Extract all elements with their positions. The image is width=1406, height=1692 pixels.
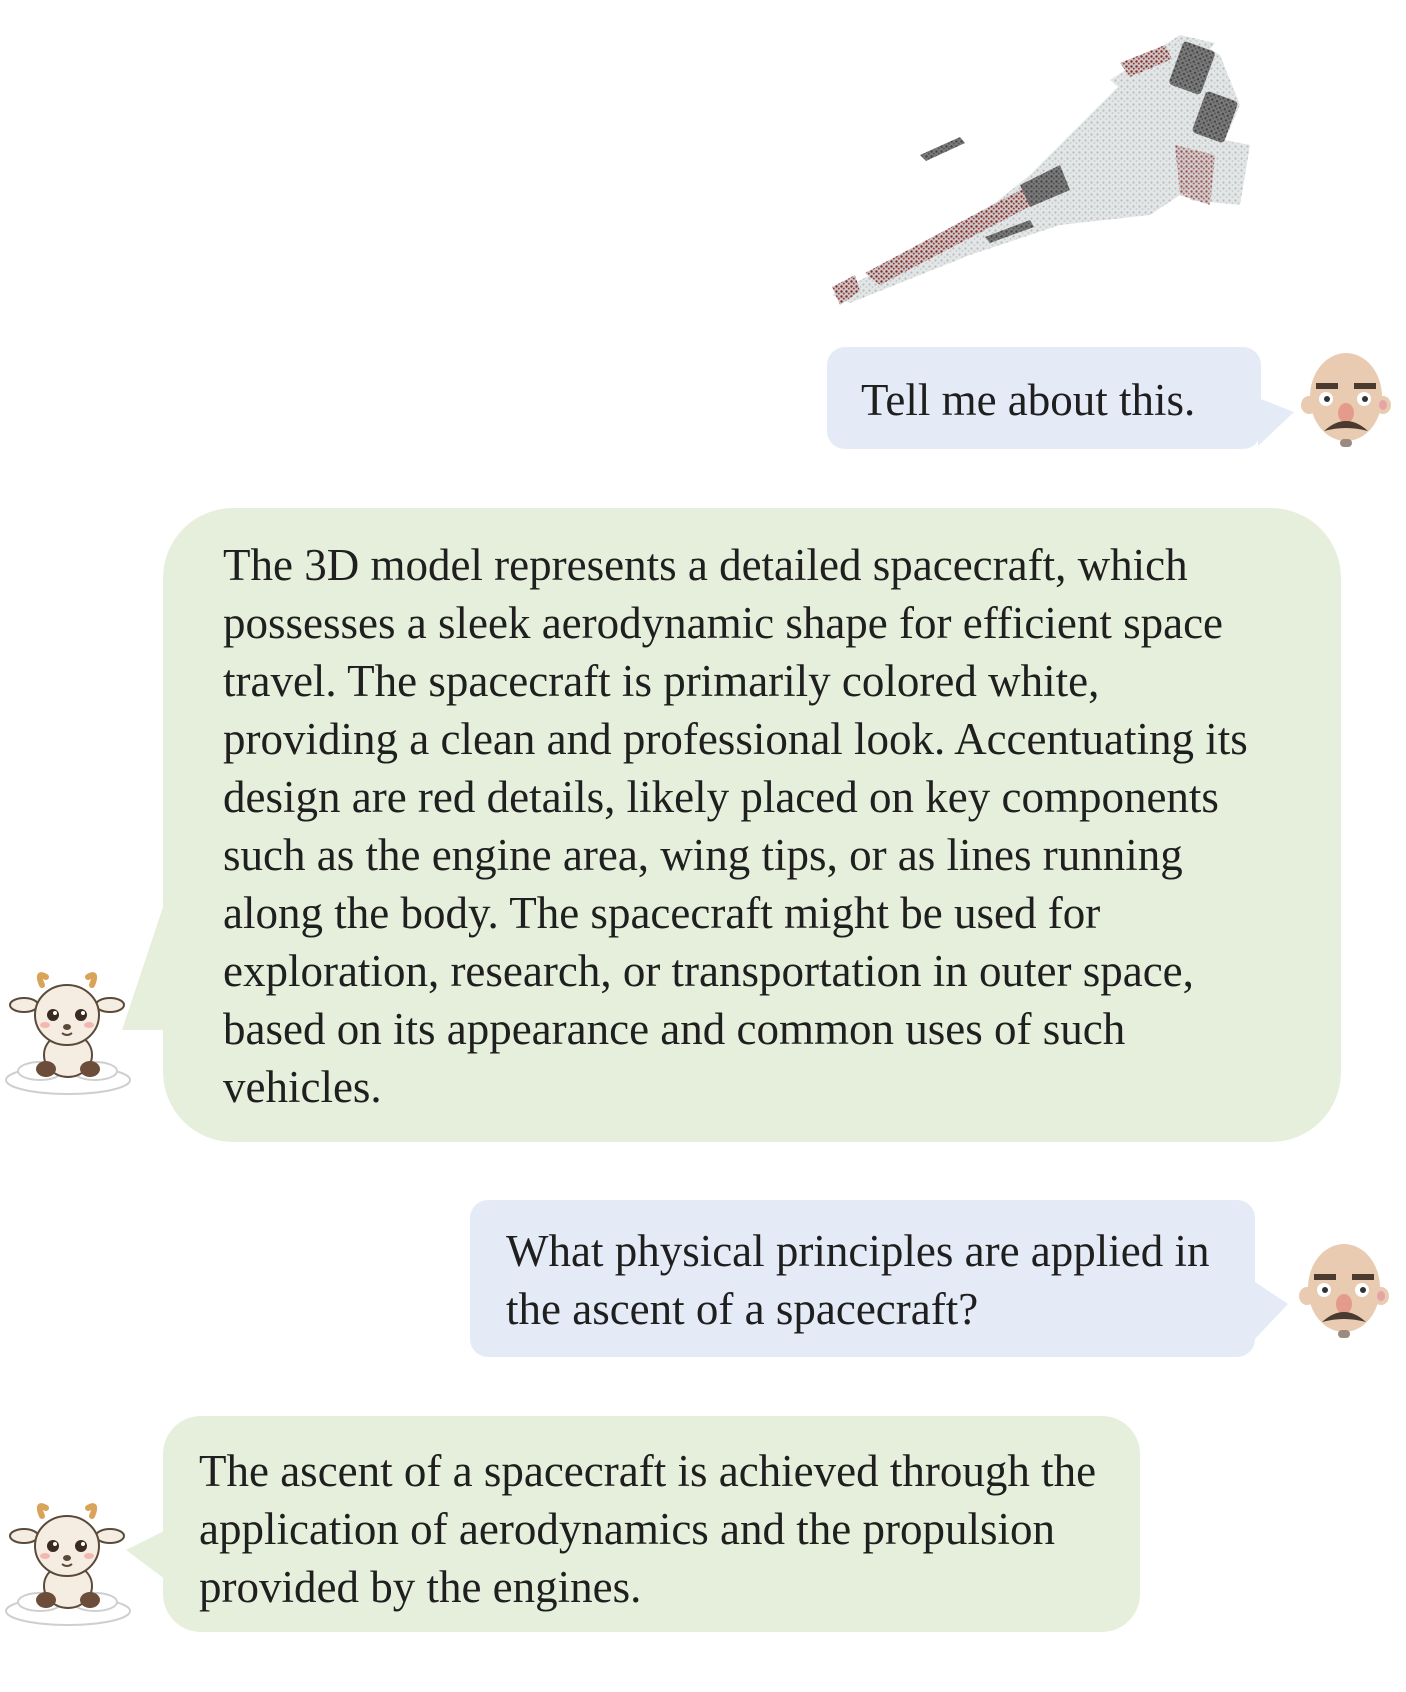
assistant-avatar-icon [0,965,135,1100]
user-message-bubble [470,1200,1255,1357]
message-text: What physical principles are applied in the ascent of a spacecraft? [506,1226,1210,1334]
message-text: The 3D model represents a detailed spacecraft, which possesses a sleek aerodynamic shape for efficient space travel. The spacecraft is primarily colored white, providing a clean and professional look. Accentuating its design are red details, likely placed on key components such as the engine area, wing tips, or as lines running along the body. The spacecraft might be used for exploration, research, or transportation in outer space, based on its appearance and common uses of such vehicles. [223,540,1248,1112]
bubble-tail [1258,398,1294,446]
assistant-avatar-icon [0,1496,135,1631]
message-text: The ascent of a spacecraft is achieved through the application of aerodynamics and the propulsion provided by the engines. [199,1446,1097,1612]
spacecraft-point-cloud [820,25,1260,315]
user-avatar-icon [1300,345,1392,449]
user-avatar-icon [1298,1236,1390,1340]
message-text: Tell me about this. [861,375,1196,425]
bubble-tail [1252,1280,1288,1342]
assistant-message-bubble [163,508,1341,1142]
assistant-message-bubble [163,1416,1140,1632]
user-message-bubble [827,347,1261,449]
